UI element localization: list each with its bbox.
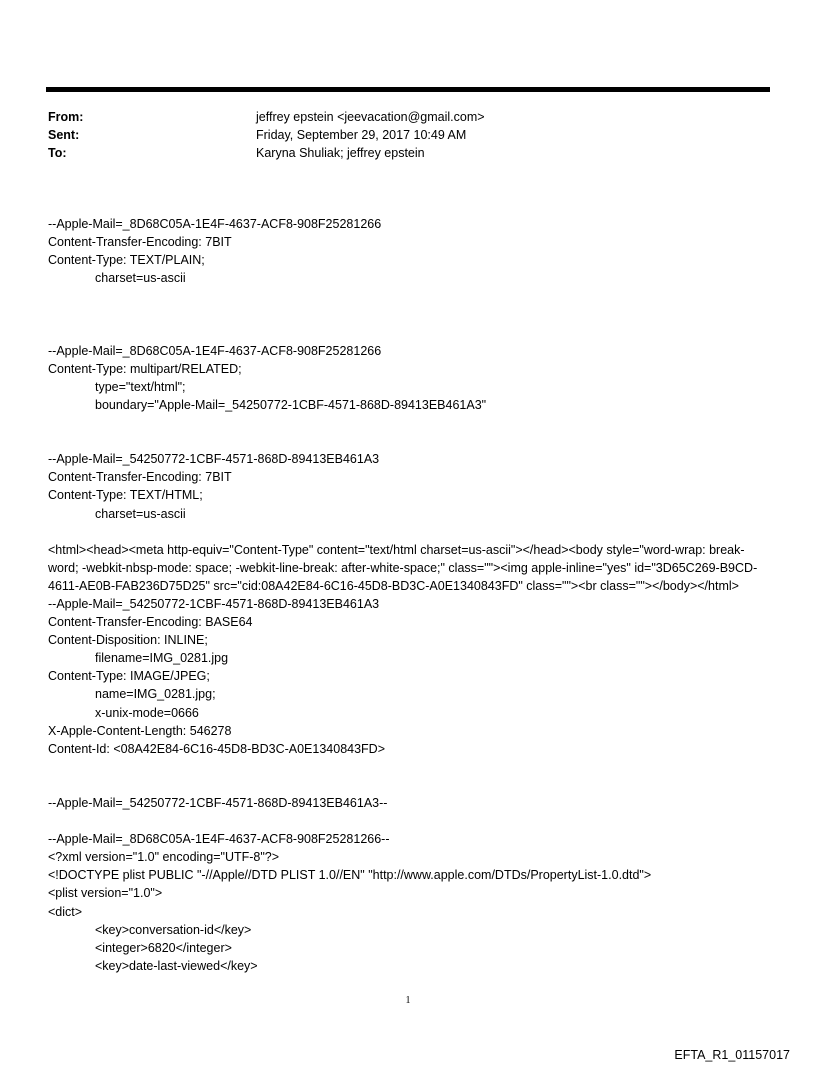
mime-header-line: Content-Type: TEXT/HTML; bbox=[48, 488, 203, 503]
plist-line: <dict> bbox=[48, 904, 83, 919]
blank-line bbox=[48, 776, 772, 794]
blank-line bbox=[48, 287, 772, 305]
from-label: From: bbox=[48, 110, 84, 124]
mime-param-line: name=IMG_0281.jpg; bbox=[95, 687, 216, 702]
sent-value: Friday, September 29, 2017 10:49 AM bbox=[256, 128, 467, 142]
to-row bbox=[48, 144, 768, 162]
mime-header-line: Content-Type: IMAGE/JPEG; bbox=[48, 669, 210, 684]
plist-line: <plist version="1.0"> bbox=[48, 886, 163, 901]
page-number: 1 bbox=[405, 995, 411, 1006]
plist-line: <?xml version="1.0" encoding="UTF-8"?> bbox=[48, 850, 280, 865]
blank-line bbox=[48, 812, 772, 830]
mime-param-line: charset=us-ascii bbox=[95, 506, 186, 521]
mime-header-line: X-Apple-Content-Length: 546278 bbox=[48, 723, 232, 738]
mime-param-line: x-unix-mode=0666 bbox=[95, 705, 199, 720]
mime-boundary-line: --Apple-Mail=_54250772-1CBF-4571-868D-89413EB461A3 bbox=[48, 452, 380, 467]
mime-header-line: Content-Transfer-Encoding: BASE64 bbox=[48, 615, 253, 630]
mime-header-line: Content-Disposition: INLINE; bbox=[48, 633, 208, 648]
mime-param-line: filename=IMG_0281.jpg bbox=[95, 651, 229, 666]
blank-line bbox=[48, 758, 772, 776]
mime-boundary-line: --Apple-Mail=_8D68C05A-1E4F-4637-ACF8-908F25281266 bbox=[48, 217, 382, 231]
plist-line: <!DOCTYPE plist PUBLIC "-//Apple//DTD PLIST 1.0//EN" "http://www.apple.com/DTDs/PropertyList-1.0.dtd"> bbox=[48, 868, 652, 883]
html-content-line: <html><head><meta http-equiv="Content-Type" content="text/html charset=us-ascii"></head><body style="word-wrap: break-word; -webkit-nbsp-mode: space; -webkit-line-break: after-white-space;" class=""><img apple-inline="yes" id="3D65C269-B9CD-4611-AE0B-FAB236D75D25" src="cid:08A42E84-6C16-45D8-BD3C-A0E1340843FD" class=""><br class=""></body></html> bbox=[48, 542, 758, 593]
from-value: jeffrey epstein <jeevacation@gmail.com> bbox=[256, 110, 485, 124]
mime-header-line: Content-Type: multipart/RELATED; bbox=[48, 361, 242, 376]
mime-header-line: Content-Transfer-Encoding: 7BIT bbox=[48, 470, 232, 485]
blank-line bbox=[48, 414, 772, 432]
from-row bbox=[48, 108, 768, 126]
mime-param-line: type="text/html"; bbox=[95, 379, 186, 394]
blank-line bbox=[48, 432, 772, 450]
mime-header-line: Content-Id: <08A42E84-6C16-45D8-BD3C-A0E1340843FD> bbox=[48, 741, 386, 756]
blank-line bbox=[48, 523, 772, 541]
to-value: Karyna Shuliak; jeffrey epstein bbox=[256, 146, 425, 160]
sent-label: Sent: bbox=[48, 128, 80, 142]
mime-boundary-line: --Apple-Mail=_8D68C05A-1E4F-4637-ACF8-908F25281266-- bbox=[48, 832, 390, 847]
header-rule bbox=[46, 87, 770, 92]
plist-line: <integer>6820</integer> bbox=[95, 940, 232, 955]
mime-header-line: Content-Transfer-Encoding: 7BIT bbox=[48, 235, 232, 250]
mime-param-line: charset=us-ascii bbox=[95, 271, 186, 286]
plist-line: <key>conversation-id</key> bbox=[95, 922, 252, 937]
to-label: To: bbox=[48, 146, 67, 160]
mime-header-line: Content-Type: TEXT/PLAIN; bbox=[48, 253, 205, 268]
document-id: EFTA_R1_01157017 bbox=[674, 1048, 790, 1062]
mime-boundary-line: --Apple-Mail=_54250772-1CBF-4571-868D-89413EB461A3 bbox=[48, 596, 380, 611]
sent-row bbox=[48, 126, 768, 144]
email-body bbox=[48, 215, 772, 975]
blank-line bbox=[48, 305, 772, 323]
blank-line bbox=[48, 324, 772, 342]
mime-boundary-line: --Apple-Mail=_8D68C05A-1E4F-4637-ACF8-908F25281266 bbox=[48, 343, 382, 358]
plist-line: <key>date-last-viewed</key> bbox=[95, 958, 258, 973]
mime-param-line: boundary="Apple-Mail=_54250772-1CBF-4571-868D-89413EB461A3" bbox=[95, 397, 487, 412]
mime-boundary-line: --Apple-Mail=_54250772-1CBF-4571-868D-89413EB461A3-- bbox=[48, 796, 388, 810]
